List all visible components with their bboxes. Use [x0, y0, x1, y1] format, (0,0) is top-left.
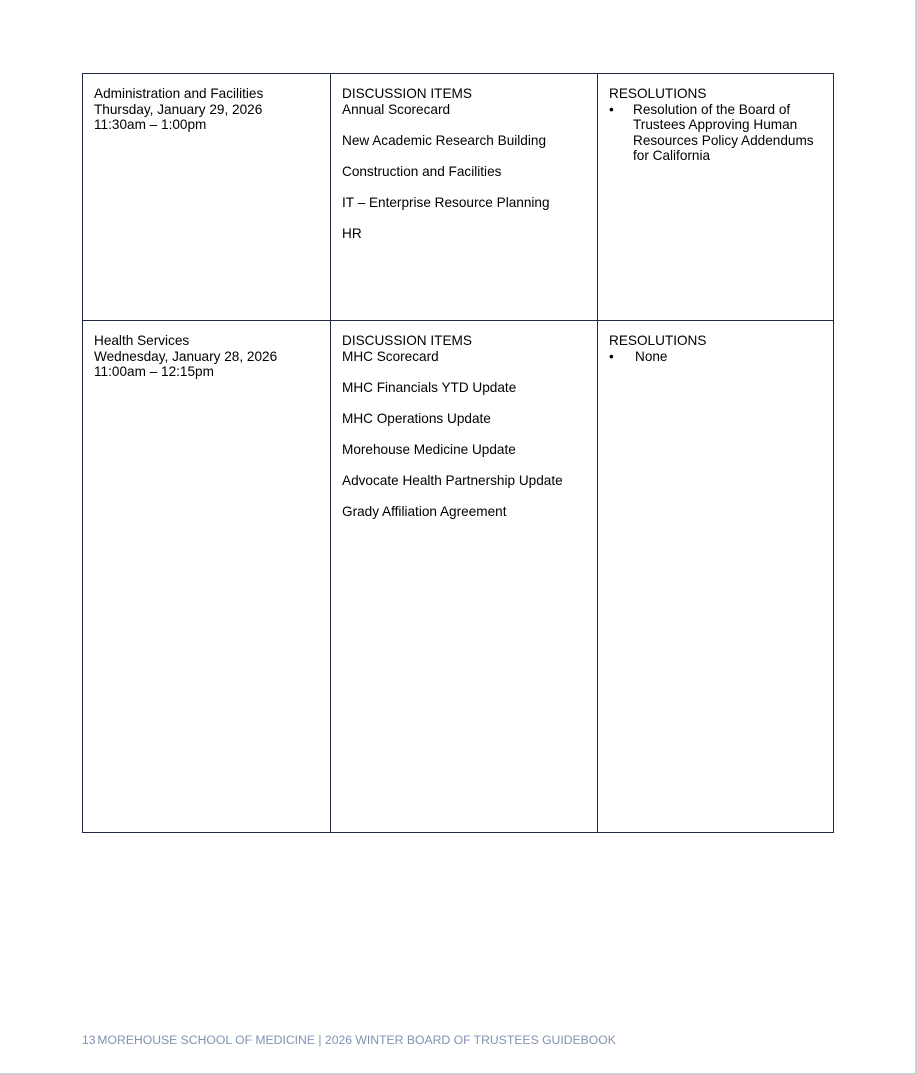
resolution-text: Resolution of the Board of Trustees Approving Human Resources Policy Addendums for California: [633, 101, 814, 164]
meeting-time: 11:00am – 12:15pm: [94, 364, 214, 380]
committee-info-cell: [83, 74, 331, 321]
meeting-date: Wednesday, January 28, 2026: [94, 348, 278, 364]
discussion-item: Annual Scorecard: [342, 101, 451, 117]
resolution-text: None: [635, 348, 668, 364]
discussion-item: MHC Scorecard: [342, 348, 439, 364]
bullet-icon: •: [609, 348, 614, 364]
resolutions-heading: RESOLUTIONS: [609, 86, 707, 101]
discussion-items-cell: [331, 74, 598, 321]
committee-schedule-table: [82, 73, 834, 833]
discussion-item: Grady Affiliation Agreement: [342, 503, 507, 519]
discussion-heading: DISCUSSION ITEMS: [342, 333, 472, 348]
discussion-item: IT – Enterprise Resource Planning: [342, 194, 550, 210]
meeting-date: Thursday, January 29, 2026: [94, 101, 263, 117]
resolution-item: [609, 349, 822, 365]
discussion-items-cell: [331, 321, 598, 833]
page-number: 13: [82, 1033, 96, 1047]
resolutions-heading: RESOLUTIONS: [609, 333, 707, 348]
discussion-item: MHC Operations Update: [342, 410, 491, 426]
discussion-item: Advocate Health Partnership Update: [342, 472, 563, 488]
bullet-icon: •: [609, 101, 614, 117]
committee-info-cell: [83, 321, 331, 833]
resolutions-list: [609, 102, 822, 164]
discussion-item: Construction and Facilities: [342, 163, 502, 179]
committee-name: Administration and Facilities: [94, 86, 264, 101]
table-row: [83, 74, 834, 321]
resolutions-cell: [598, 74, 834, 321]
footer-title: MOREHOUSE SCHOOL OF MEDICINE | 2026 WINTER BOARD OF TRUSTEES GUIDEBOOK: [97, 1033, 616, 1047]
meeting-time: 11:30am – 1:00pm: [94, 117, 207, 133]
table-row: [83, 321, 834, 833]
discussion-item: Morehouse Medicine Update: [342, 441, 516, 457]
committee-name: Health Services: [94, 333, 190, 348]
discussion-heading: DISCUSSION ITEMS: [342, 86, 472, 101]
resolutions-list: [609, 349, 822, 365]
discussion-item: MHC Financials YTD Update: [342, 379, 517, 395]
discussion-item: HR: [342, 225, 362, 241]
resolution-item: [609, 102, 822, 164]
page-footer: [82, 1033, 616, 1048]
resolutions-cell: [598, 321, 834, 833]
discussion-item: New Academic Research Building: [342, 132, 547, 148]
